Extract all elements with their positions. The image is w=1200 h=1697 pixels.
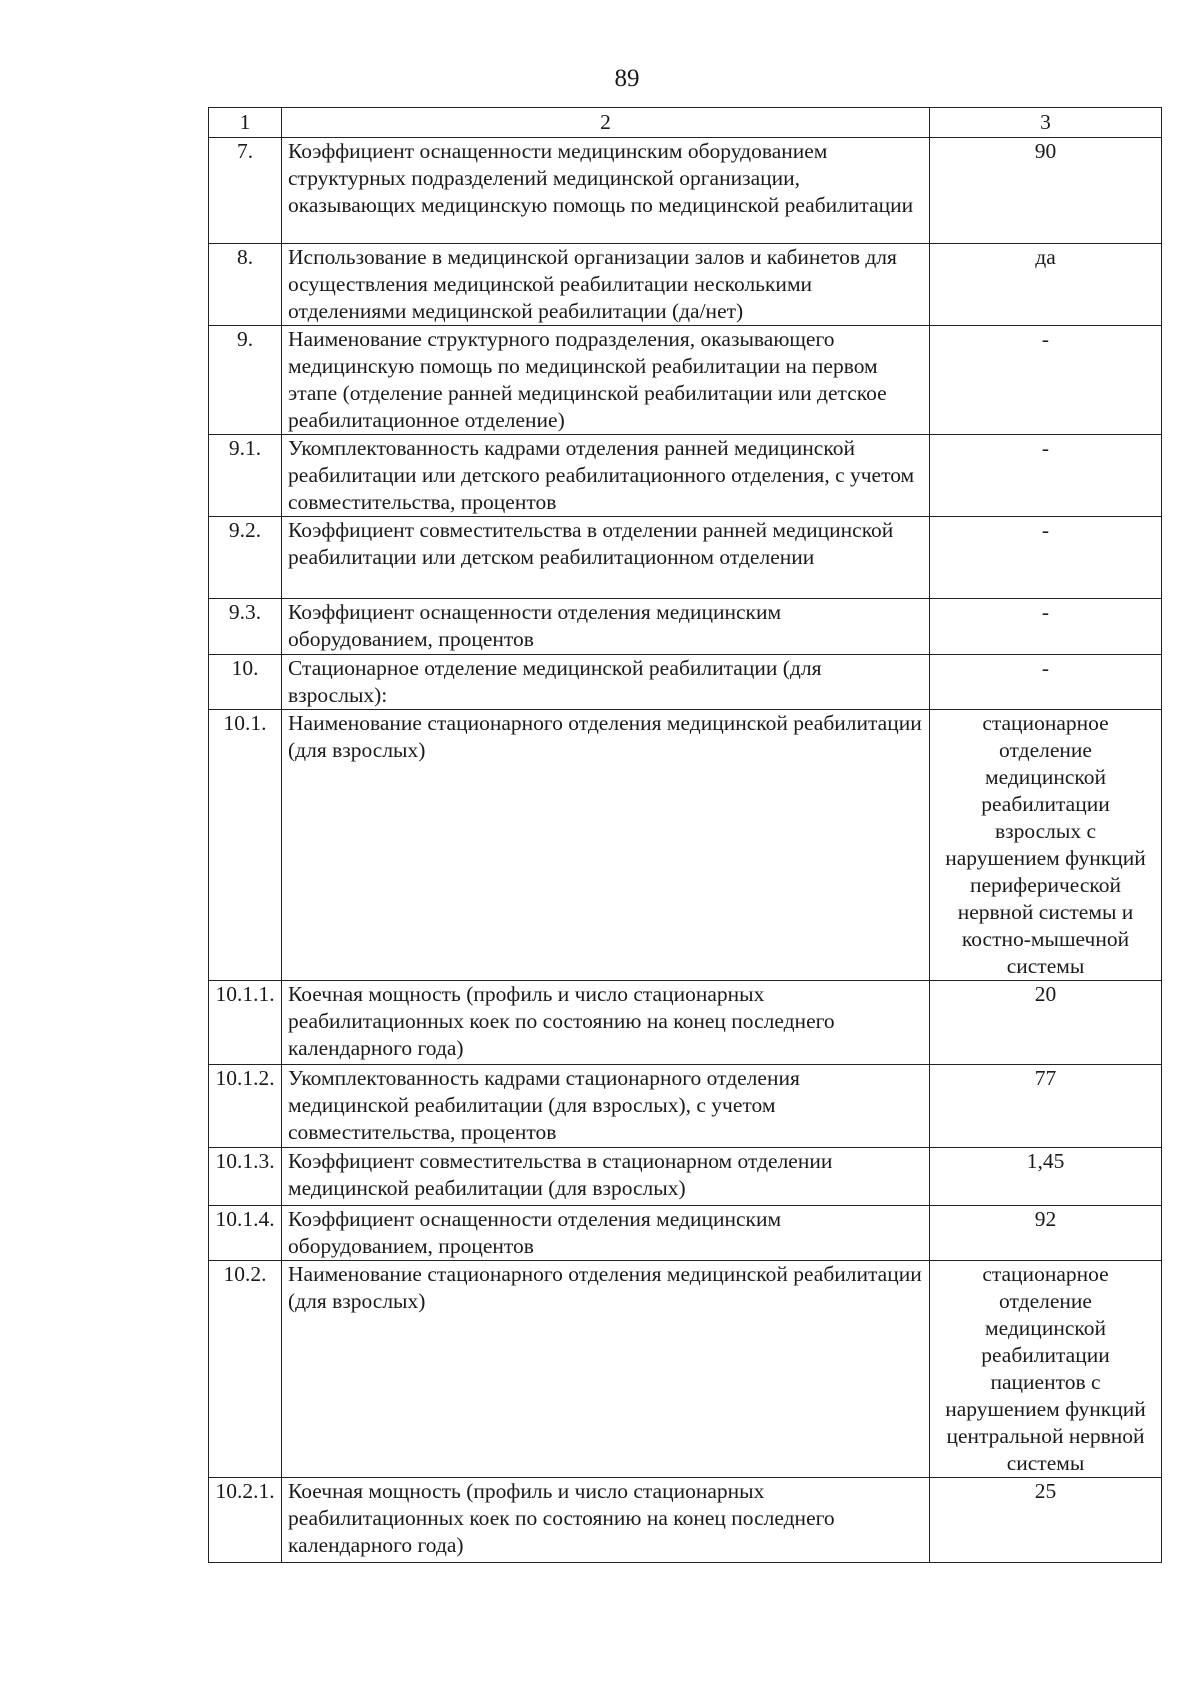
indicator-value: 20 <box>930 981 1162 1065</box>
indicator-value: - <box>930 655 1162 710</box>
table-row <box>209 1478 1162 1563</box>
table-row <box>209 138 1162 244</box>
row-number: 10.1.3. <box>209 1148 282 1206</box>
table-row <box>209 1148 1162 1206</box>
row-number: 8. <box>209 244 282 326</box>
page-number: 89 <box>614 65 640 92</box>
indicator-name: Наименование стационарного отделения медицинской реабилитации (для взрослых) <box>282 1261 930 1478</box>
table-row <box>209 981 1162 1065</box>
row-number: 10.1.2. <box>209 1065 282 1148</box>
indicator-value: 1,45 <box>930 1148 1162 1206</box>
table-row <box>209 655 1162 710</box>
row-number: 9.1. <box>209 435 282 517</box>
row-number: 7. <box>209 138 282 244</box>
indicator-name: Коэффициент совместительства в отделении ранней медицинской реабилитации или детском реабилитационном отделении <box>282 517 930 599</box>
column-header-number: 1 <box>209 108 282 138</box>
row-number: 10.1.4. <box>209 1206 282 1261</box>
row-number: 9. <box>209 326 282 435</box>
indicator-name: Коэффициент оснащенности отделения медицинским оборудованием, процентов <box>282 1206 930 1261</box>
indicator-name: Укомплектованность кадрами отделения ранней медицинской реабилитации или детского реабилитационного отделения, с учетом совместительства, процентов <box>282 435 930 517</box>
indicator-value: стационарное отделение медицинской реабилитации пациентов с нарушением функций центральной нервной системы <box>930 1261 1162 1478</box>
table-row <box>209 517 1162 599</box>
row-number: 10.2. <box>209 1261 282 1478</box>
indicator-value: 77 <box>930 1065 1162 1148</box>
indicator-name: Наименование структурного подразделения, оказывающего медицинскую помощь по медицинской реабилитации на первом этапе (отделение ранней медицинской реабилитации или детское реабилитационное отделение) <box>282 326 930 435</box>
indicator-name: Коэффициент оснащенности медицинским оборудованием структурных подразделений медицинской организации, оказывающих медицинскую помощь по медицинской реабилитации <box>282 138 930 244</box>
row-number: 9.2. <box>209 517 282 599</box>
indicator-name: Коечная мощность (профиль и число стационарных реабилитационных коек по состоянию на конец последнего календарного года) <box>282 981 930 1065</box>
indicator-value: - <box>930 435 1162 517</box>
table-row <box>209 1206 1162 1261</box>
row-number: 10.1. <box>209 710 282 981</box>
table-row <box>209 710 1162 981</box>
indicator-name: Коечная мощность (профиль и число стационарных реабилитационных коек по состоянию на конец последнего календарного года) <box>282 1478 930 1563</box>
indicator-value: - <box>930 517 1162 599</box>
indicator-value: стационарное отделение медицинской реабилитации взрослых с нарушением функций периферической нервной системы и костно-мышечной системы <box>930 710 1162 981</box>
table-row <box>209 244 1162 326</box>
indicator-value: 90 <box>930 138 1162 244</box>
column-header-indicator: 2 <box>282 108 930 138</box>
indicator-value: 25 <box>930 1478 1162 1563</box>
table-header-row <box>209 108 1162 138</box>
table-row <box>209 326 1162 435</box>
indicator-value: - <box>930 599 1162 655</box>
indicator-name: Коэффициент совместительства в стационарном отделении медицинской реабилитации (для взрослых) <box>282 1148 930 1206</box>
indicator-name: Использование в медицинской организации залов и кабинетов для осуществления медицинской реабилитации несколькими отделениями медицинской реабилитации (да/нет) <box>282 244 930 326</box>
indicator-name: Коэффициент оснащенности отделения медицинским оборудованием, процентов <box>282 599 930 655</box>
indicator-value: 92 <box>930 1206 1162 1261</box>
row-number: 10.1.1. <box>209 981 282 1065</box>
row-number: 10. <box>209 655 282 710</box>
table-row <box>209 599 1162 655</box>
indicator-value: да <box>930 244 1162 326</box>
table-row <box>209 1261 1162 1478</box>
row-number: 10.2.1. <box>209 1478 282 1563</box>
indicator-name: Наименование стационарного отделения медицинской реабилитации (для взрослых) <box>282 710 930 981</box>
indicator-name: Укомплектованность кадрами стационарного отделения медицинской реабилитации (для взрослых), с учетом совместительства, процентов <box>282 1065 930 1148</box>
table-row <box>209 1065 1162 1148</box>
column-header-value: 3 <box>930 108 1162 138</box>
row-number: 9.3. <box>209 599 282 655</box>
table-row <box>209 435 1162 517</box>
indicator-name: Стационарное отделение медицинской реабилитации (для взрослых): <box>282 655 930 710</box>
indicator-table <box>208 107 1162 1563</box>
indicator-value: - <box>930 326 1162 435</box>
